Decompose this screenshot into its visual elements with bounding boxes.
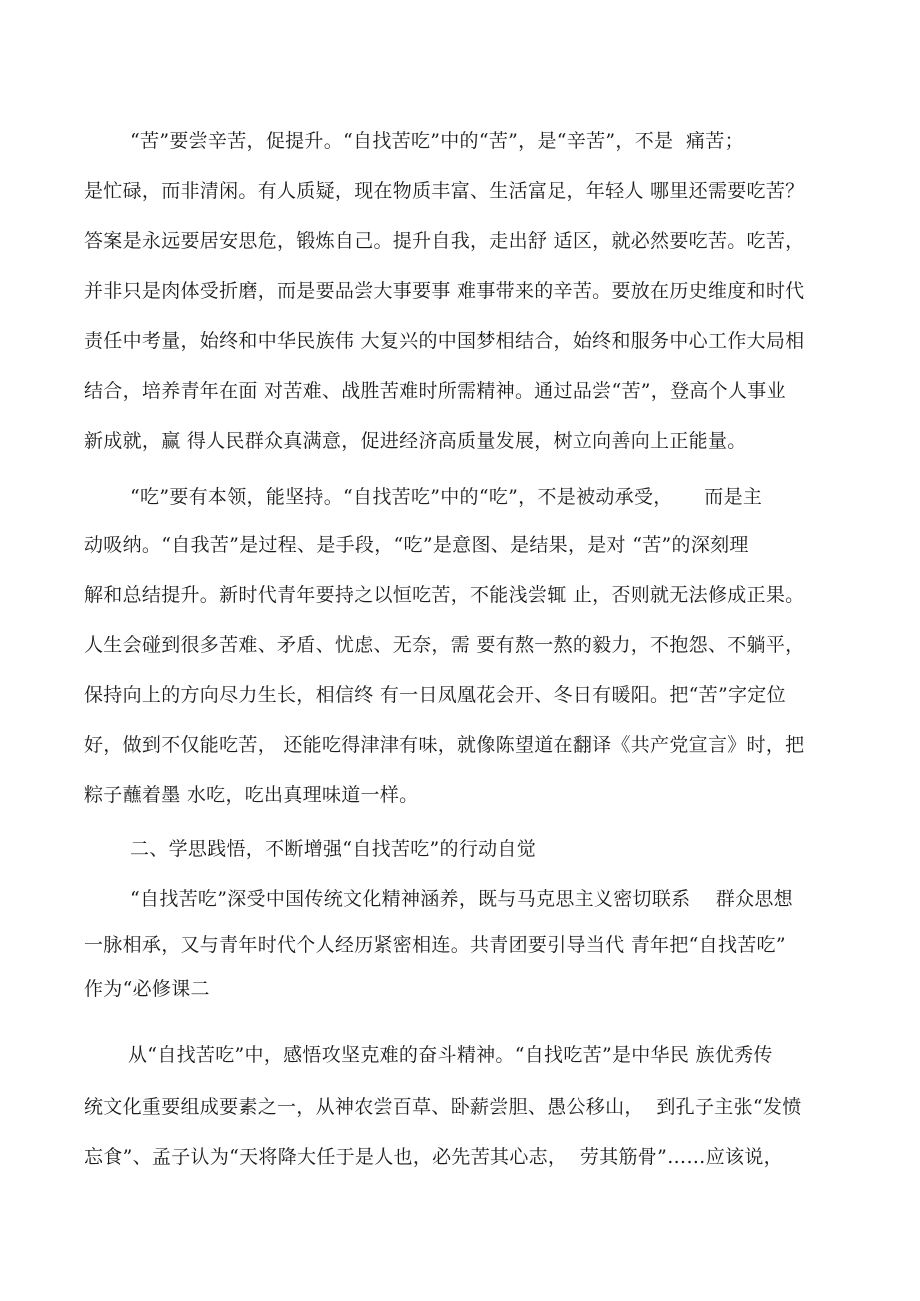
paragraph2-line-5: 保持向上的方向尽力生长，相信终 有一日凤凰花会开、冬日有暖阳。把“苦”字定位 — [84, 684, 786, 706]
paragraph2-line-6: 好，做到不仅能吃苦， 还能吃得津津有味，就像陈望道在翻译《共产党宣言》时，把 — [84, 734, 805, 756]
paragraph1-line-7: 新成就，赢 得人民群众真满意，促进经济高质量发展，树立向善向上正能量。 — [84, 430, 747, 452]
section-heading: 二、学思践悟，不断增强“自找苦吃”的行动自觉 — [130, 838, 537, 860]
paragraph1-line-2: 是忙碌，而非清闲。有人质疑，现在物质丰富、生活富足，年轻人 哪里还需要吃苦？ — [84, 180, 805, 202]
paragraph3-line-2: 一脉相承，又与青年时代个人经历紧密相连。共青团要引导当代 青年把“自找苦吃” — [84, 934, 786, 956]
paragraph1-line-6: 结合，培养青年在面 对苦难、战胜苦难时所需精神。通过品尝“苦”，登高个人事业 — [84, 380, 786, 402]
paragraph2-line-4: 人生会碰到很多苦难、矛盾、忧虑、无奈，需 要有熬一熬的毅力，不抱怨、不躺平， — [84, 634, 805, 656]
paragraph4-line-1: 从“自找苦吃”中，感悟攻坚克难的奋斗精神。“自找吃苦”是中华民 族优秀传 — [128, 1044, 773, 1066]
paragraph3-line-1: “自找苦吃”深受中国传统文化精神涵养，既与马克思主义密切联系 群众思想 — [130, 888, 793, 910]
paragraph3-line-3: 作为“必修课二 — [84, 978, 210, 1000]
paragraph4-line-3: 忘食”、孟子认为“天将降大任于是人也，必先苦其心志， 劳其筋骨”……应该说， — [84, 1146, 783, 1168]
paragraph2-line-7: 粽子蘸着墨 水吃，吃出真理味道一样。 — [84, 784, 419, 806]
paragraph2-line-2: 动吸纳。“自我苦”是过程、是手段，“吃”是意图、是结果，是对 “苦”的深刻理 — [84, 534, 749, 556]
paragraph1-line-1: “苦”要尝辛苦，促提升。“自找苦吃”中的“苦”，是“辛苦”，不是 痛苦； — [130, 130, 744, 152]
paragraph1-line-3: 答案是永远要居安思危，锻炼自己。提升自我，走出舒 适区，就必然要吃苦。吃苦， — [84, 230, 805, 252]
paragraph4-line-2: 统文化重要组成要素之一，从神农尝百草、卧薪尝胆、愚公移山， 到孔子主张“发愤 — [84, 1096, 802, 1118]
paragraph2-line-1: “吃”要有本领，能坚持。“自找苦吃”中的“吃”，不是被动承受， 而是主 — [130, 486, 763, 508]
paragraph2-line-3: 解和总结提升。新时代青年要持之以恒吃苦，不能浅尝辄 止，否则就无法修成正果。 — [84, 584, 805, 606]
paragraph1-line-4: 并非只是肉体受折磨，而是要品尝大事要事 难事带来的辛苦。要放在历史维度和时代 — [84, 280, 805, 302]
paragraph1-line-5: 责任中考量，始终和中华民族伟 大复兴的中国梦相结合，始终和服务中心工作大局相 — [84, 330, 805, 352]
